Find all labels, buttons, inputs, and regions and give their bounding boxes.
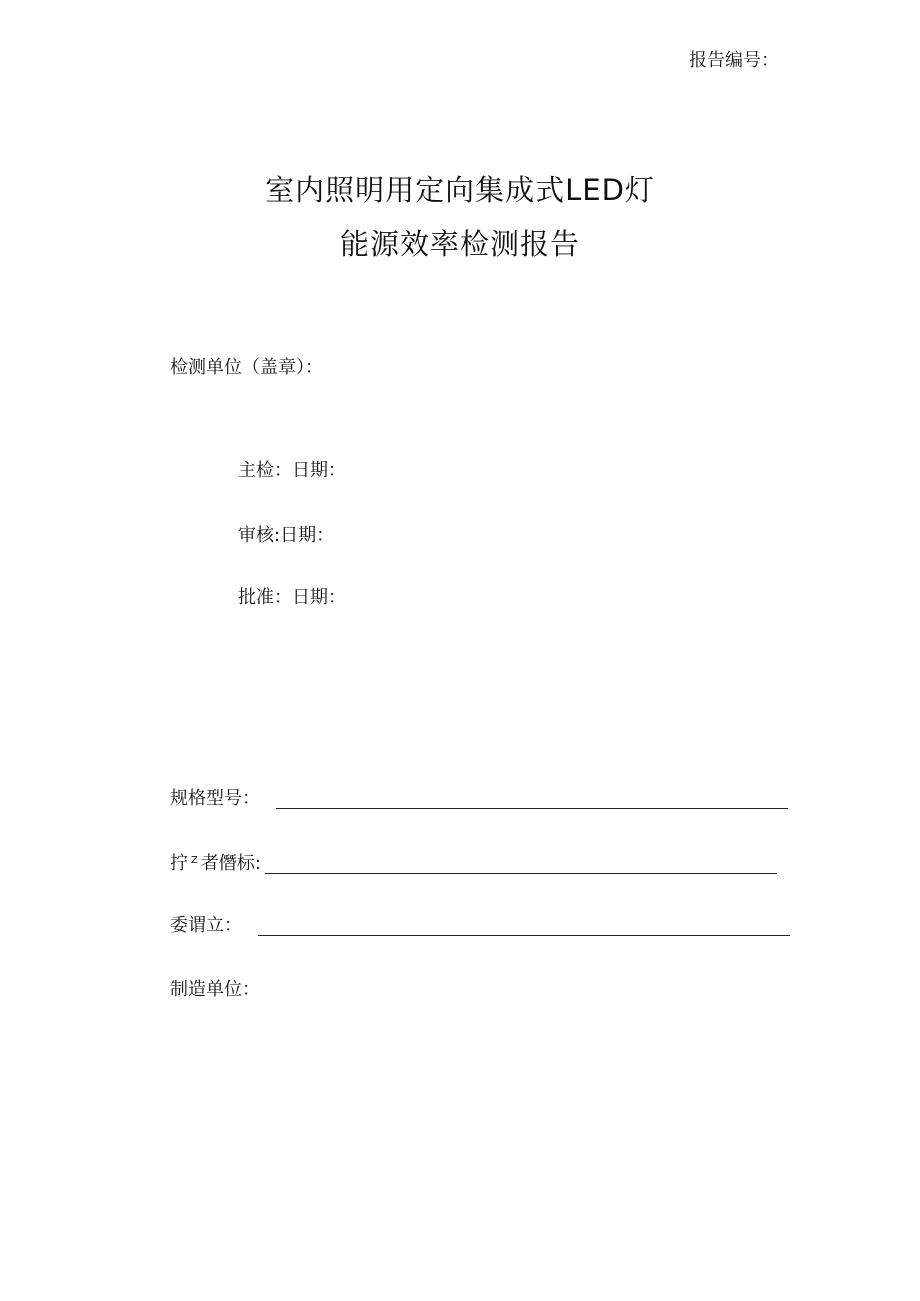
brand-label: [170, 848, 261, 877]
report-title-line-2: 能源效率检测报告: [339, 227, 580, 261]
chief-inspector-date-label: 主检：日期：: [238, 460, 346, 481]
spec-model-label: 规格型号：: [170, 788, 260, 809]
reviewer-date-label: 审核:日期：: [238, 525, 335, 546]
client-row: [170, 911, 791, 939]
report-title-line-1: 室内照明用定向集成式LED灯: [265, 173, 655, 207]
client-label: 委谓立：: [170, 915, 242, 936]
approver-date-label: 批准：日期：: [238, 587, 346, 608]
brand-label-part2: 者僭标:: [200, 853, 261, 874]
report-number-label: 报告编号：: [689, 50, 779, 71]
brand-row: [170, 849, 791, 877]
brand-label-part1: 拧: [170, 853, 188, 874]
spec-model-underline: [276, 807, 788, 809]
spec-model-row: [170, 784, 791, 812]
client-underline: [258, 934, 790, 936]
brand-underline: [265, 872, 777, 874]
brand-label-sup: Z: [191, 855, 198, 866]
manufacturer-label: 制造单位：: [170, 979, 260, 1000]
testing-unit-label: 检测单位（盖章）：: [170, 357, 323, 378]
